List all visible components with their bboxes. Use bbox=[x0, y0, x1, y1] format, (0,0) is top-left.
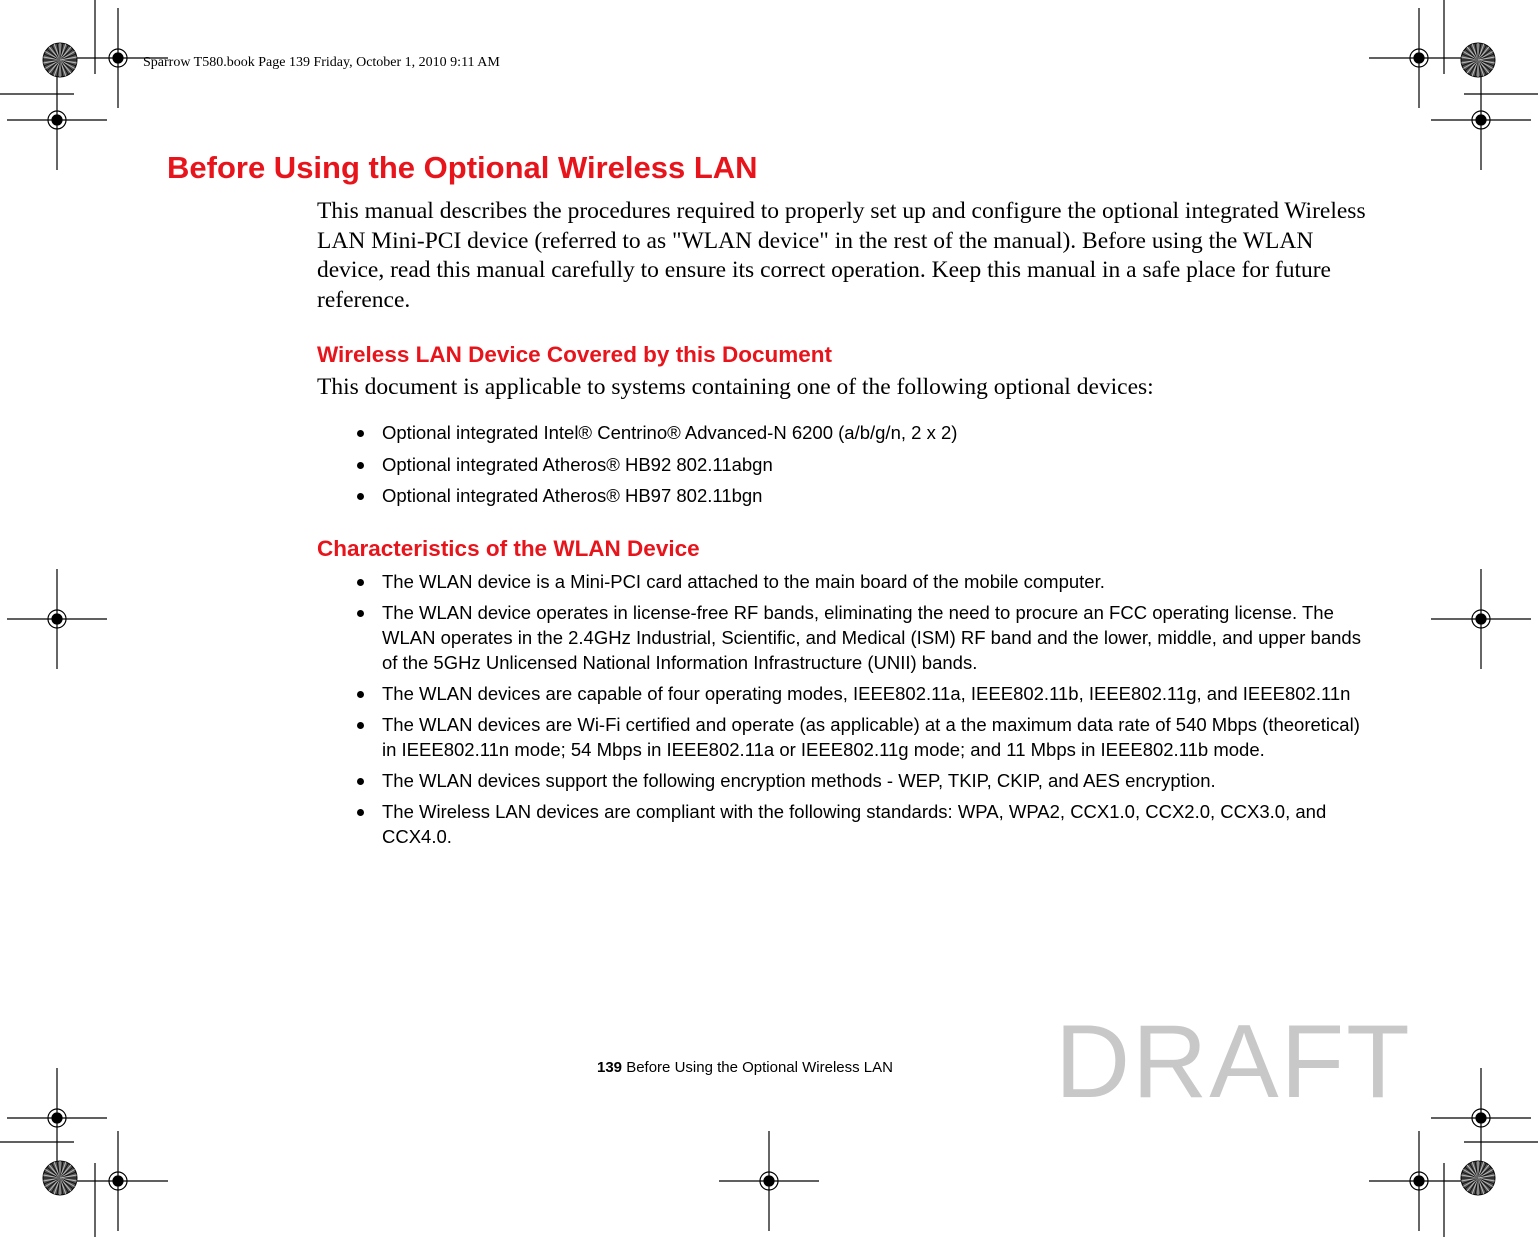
list-item bbox=[317, 452, 1377, 477]
registration-mark-icon bbox=[1431, 70, 1531, 170]
list-item bbox=[317, 768, 1377, 793]
bullet-icon bbox=[357, 493, 364, 500]
registration-mark-icon bbox=[1431, 1068, 1531, 1168]
bullet-icon bbox=[357, 462, 364, 469]
section-heading-characteristics: Characteristics of the WLAN Device bbox=[317, 536, 700, 561]
device-list bbox=[317, 420, 1377, 515]
intro-paragraph: This manual describes the procedures required to properly set up and configure the optional integrated Wireless LAN Mini-PCI device (referred to as "WLAN device" in the rest of the manual). Before using the WLAN device, read this manual carefully to ensure its correct operation. Keep this manual in a safe place for future reference. bbox=[317, 198, 1366, 313]
page-footer bbox=[597, 1059, 893, 1076]
bullet-icon bbox=[357, 691, 364, 698]
list-item bbox=[317, 420, 1377, 445]
section-lead-text: This document is applicable to systems containing one of the following optional devices: bbox=[317, 374, 1154, 400]
color-target-icon bbox=[1461, 1161, 1495, 1195]
color-target-icon bbox=[43, 1161, 77, 1195]
bullet-icon bbox=[357, 610, 364, 617]
list-item-text: Optional integrated Atheros® HB92 802.11abgn bbox=[382, 453, 773, 475]
running-title: Before Using the Optional Wireless LAN bbox=[626, 1059, 893, 1076]
list-item bbox=[317, 712, 1377, 762]
registration-mark-icon bbox=[1431, 569, 1531, 669]
list-item bbox=[317, 483, 1377, 508]
registration-mark-icon bbox=[7, 569, 107, 669]
list-item bbox=[317, 569, 1377, 594]
registration-mark-icon bbox=[68, 1131, 168, 1231]
draft-watermark: DRAFT bbox=[1055, 1004, 1412, 1120]
bullet-icon bbox=[357, 809, 364, 816]
page-number: 139 bbox=[597, 1059, 623, 1076]
section-heading-devices: Wireless LAN Device Covered by this Document bbox=[317, 342, 832, 367]
registration-mark-icon bbox=[7, 70, 107, 170]
list-item bbox=[317, 681, 1377, 706]
color-target-icon bbox=[43, 43, 77, 77]
registration-mark-icon bbox=[1369, 1131, 1469, 1231]
characteristics-list bbox=[317, 569, 1377, 855]
color-target-icon bbox=[1461, 43, 1495, 77]
list-item-text: The WLAN devices are capable of four operating modes, IEEE802.11a, IEEE802.11b, IEEE802.11g, and IEEE802.11n bbox=[382, 683, 1351, 704]
list-item-text: The Wireless LAN devices are compliant with the following standards: WPA, WPA2, CCX1.0, CCX2.0, CCX3.0, and CCX4.0. bbox=[382, 801, 1327, 847]
list-item-text: The WLAN device operates in license-free RF bands, eliminating the need to procure an FCC operating license. The WLAN operates in the 2.4GHz Industrial, Scientific, and Medical (ISM) RF band and the lower, middle, and upper bands of the 5GHz Unlicensed National Information Infrastructure (UNII) bands. bbox=[382, 602, 1361, 673]
list-item bbox=[317, 600, 1377, 675]
registration-mark-icon bbox=[1369, 8, 1469, 108]
list-item-text: Optional integrated Atheros® HB97 802.11bgn bbox=[382, 485, 763, 506]
list-item bbox=[317, 799, 1377, 849]
bullet-icon bbox=[357, 579, 364, 586]
registration-mark-icon bbox=[7, 1068, 107, 1168]
page-title: Before Using the Optional Wireless LAN bbox=[167, 150, 758, 185]
list-item-text: The WLAN device is a Mini-PCI card attached to the main board of the mobile computer. bbox=[382, 571, 1105, 592]
list-item-text: The WLAN devices are Wi-Fi certified and operate (as applicable) at a the maximum data rate of 540 Mbps (theoretical) in IEEE802.11n mode; 54 Mbps in IEEE802.11a or IEEE802.11g mode; and 11 Mbps in IEEE802.11b mode. bbox=[382, 714, 1360, 760]
book-info-header: Sparrow T580.book Page 139 Friday, October 1, 2010 9:11 AM bbox=[143, 55, 500, 70]
bullet-icon bbox=[357, 722, 364, 729]
bullet-icon bbox=[357, 430, 364, 437]
list-item-text: Optional integrated Intel® Centrino® Advanced-N 6200 (a/b/g/n, 2 x 2) bbox=[382, 422, 958, 443]
registration-mark-icon bbox=[719, 1131, 819, 1231]
list-item-text: The WLAN devices support the following encryption methods - WEP, TKIP, CKIP, and AES encryption. bbox=[382, 770, 1216, 791]
bullet-icon bbox=[357, 778, 364, 785]
